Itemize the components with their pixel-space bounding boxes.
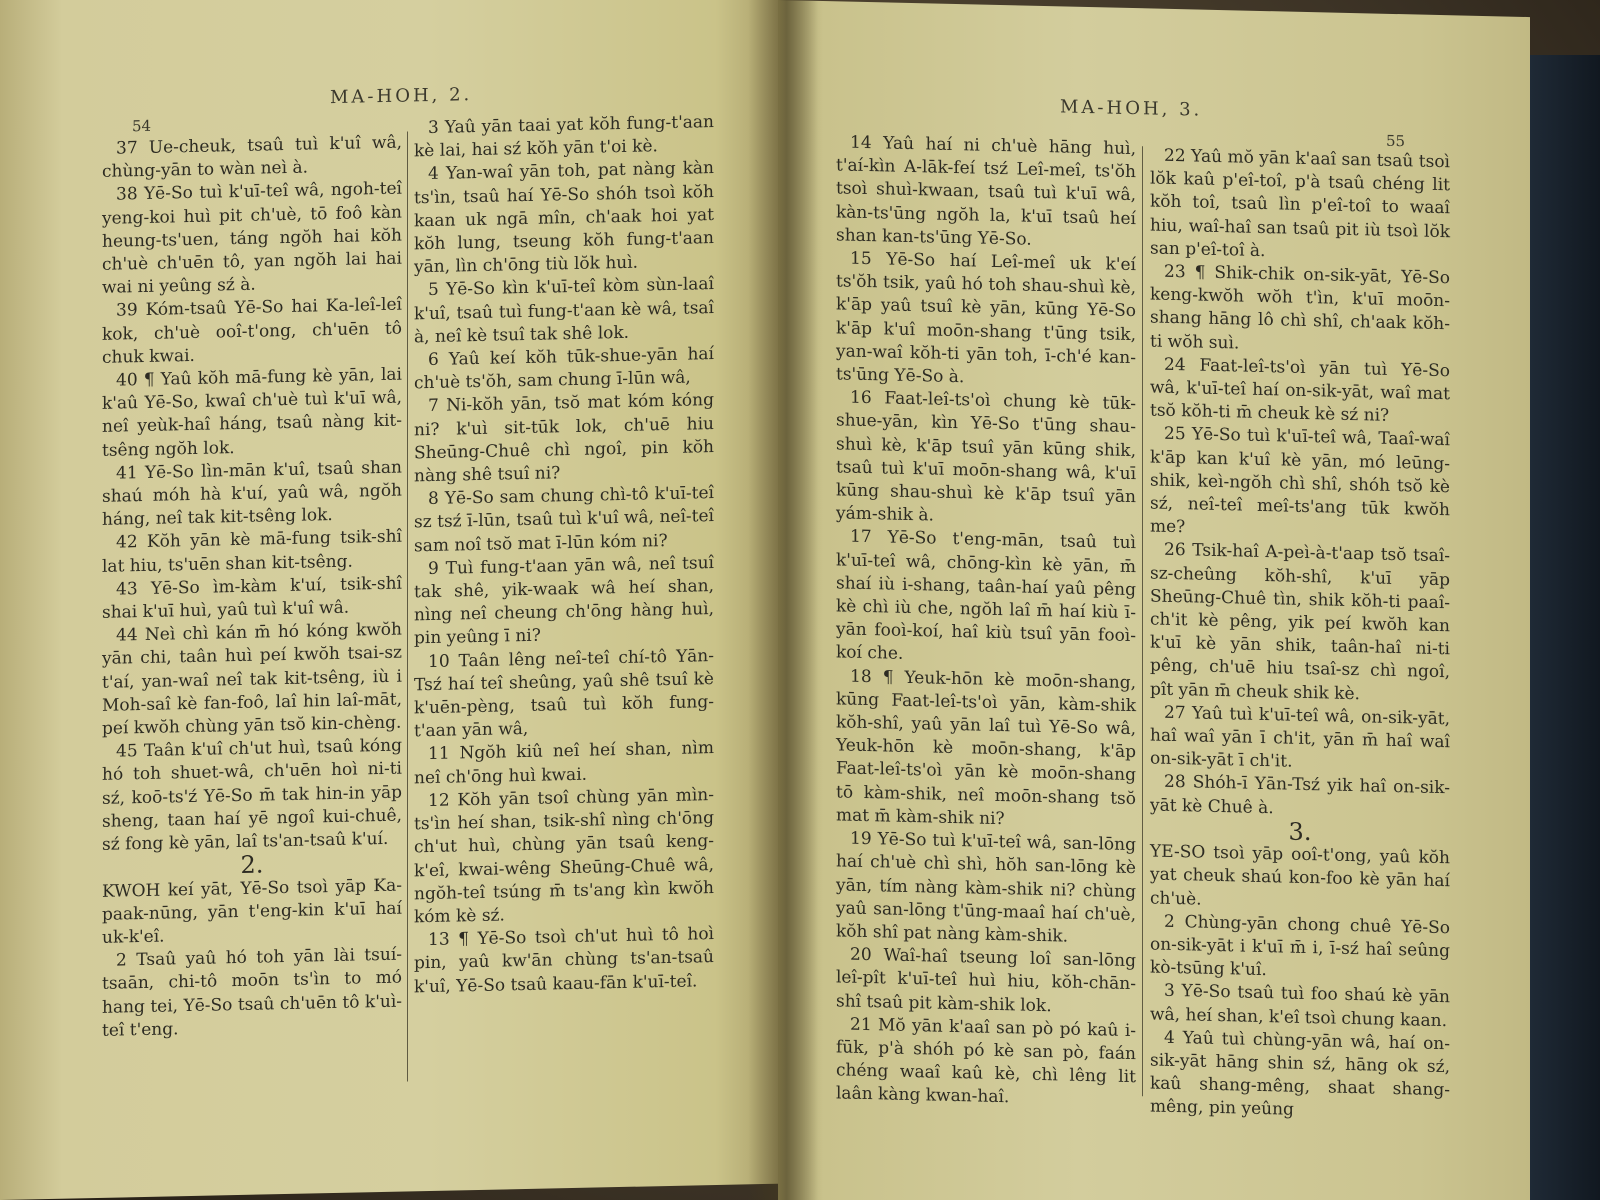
verse: 20 Waî-haî tseung loî san-lōng leî-pît k'uī-teî huì hiu, kŏh-chān-shî tsaû pit kàm-shik lok.	[836, 944, 1136, 1016]
right-page	[778, 0, 1530, 1200]
verse: 3 Yē-So tsaû tuì foo shaú kè yān wâ, heí shan, k'eî tsoì chung kaan.	[1150, 981, 1450, 1031]
page-number-right: 55	[1386, 131, 1406, 151]
running-head-right: MA-HOH, 3.	[1060, 96, 1203, 121]
verse: 43 Yē-So ìm-kàm k'uí, tsik-shî shai k'uī huì, yaû tuì k'uî wâ.	[102, 573, 402, 623]
verse: 40 ¶ Yaû kŏh mā-fung kè yān, lai k'aû Yē-So, kwaî ch'uè tuì k'uī wâ, neî yeùk-haî háng, tsaû nàng kit-tsêng ngŏh lok.	[102, 364, 402, 461]
verse: 12 Kŏh yān tsoî chùng yān mìn-ts'ìn heí shan, tsik-shî nìng ch'ōng ch'ut huì, chùng yān tsaû keng-k'eî, kwai-wêng Sheūng-Chuê wâ, ngŏh-teî tsúng m̄ ts'ang kìn kwŏh kóm kè sź.	[414, 784, 714, 928]
verse: 44 Neì chì kán m̄ hó kóng kwŏh yān chi, taân huì peí kwŏh tsai-sz t'aí, yan-waî neî tak kit-tsêng, iù i Moh-saî kè fan-foô, laî hin laî-māt, peí kwŏh chùng yān tsŏ kin-chèng.	[102, 619, 402, 739]
verse: 9 Tuì fung-t'aan yān wâ, neî tsuî tak shê, yik-waak wâ heí shan, nìng neî cheung ch'ōng hàng huì, pin yeûng ī ni?	[414, 552, 714, 649]
left-page-column-2	[414, 111, 714, 999]
verse: 4 Yaû tuì chùng-yān wâ, haí on-sik-yāt hāng shin sź, hāng ok sź, kaû shang-mêng, shaat shang-mêng, pin yeûng	[1150, 1027, 1450, 1121]
verse: 7 Ni-kŏh yān, tsŏ mat kóm kóng ni? k'uì sit-tūk lok, ch'uē hiu Sheūng-Chuê chì ngoî, pin kŏh nàng shê tsuî ni?	[414, 390, 714, 487]
verse: 2 Tsaû yaû hó toh yān lài tsuí-tsaān, chi-tô moōn ts'ìn to mó hang tei, Yē-So tsaû ch'uēn tô k'uì-teî t'eng.	[102, 944, 402, 1041]
chapter-number: 2.	[240, 850, 264, 880]
verse: 10 Taân lêng neî-teî chí-tô Yān-Tsź haí teî sheûng, yaû shê tsuî kè k'uēn-pèng, tsaû tuì kŏh fung-t'aan yān wâ,	[414, 645, 714, 742]
verse: 25 Yē-So tuì k'uī-teî wâ, Taaî-waî k'āp kan k'uî kè yān, mó leūng-shik, keì-ngŏh chì shî, shóh tsŏ kè sź, neî-teî meî-ts'ang tūk kwŏh me?	[1150, 424, 1450, 538]
verse: 21 Mŏ yān k'aaî san pò pó kaû i-fūk, p'à shóh pó kè san pò, faán chéng waaî kaû kè, chì lêng lit laân kàng kwan-haî.	[836, 1014, 1136, 1108]
book-cover-edge	[1530, 55, 1600, 1200]
verse-list	[1150, 910, 1450, 1126]
verse: 13 ¶ Yē-So tsoì ch'ut huì tô hoì pin, yaû kw'ān chùng ts'an-tsaû k'uî, Yē-So tsaû kaau-fān k'uī-teî.	[414, 924, 714, 997]
verse: 22 Yaû mŏ yān k'aaî san tsaû tsoì lŏk kaû p'eî-toî, p'à tsaû chéng lit kŏh toî, tsaû lìn p'eî-toî to waaî hiu, waî-haî san tsaû pit iù tsoì lŏk san p'eî-toî à.	[1150, 145, 1450, 261]
verse-list	[836, 131, 1136, 1112]
verse: 3 Yaû yān taai yat kŏh fung-t'aan kè lai, hai sź kŏh yān t'oi kè.	[414, 112, 714, 162]
running-head-left: MA-HOH, 2.	[330, 84, 473, 109]
verse: 19 Yē-So tuì k'uī-teî wâ, san-lōng haí ch'uè chì shì, hŏh san-lōng kè yān, tím nàng kàm-shik ni? chùng yaû san-lōng t'ūng-maaî haí ch'uè, kŏh shî pat nàng kàm-shik.	[836, 828, 1136, 947]
verse: 45 Taân k'uî ch'ut huì, tsaû kóng hó toh shuet-wâ, ch'uēn hoì ni-ti sź, koō-ts'ź Yē-So m̄ tak hin-in yāp sheng, taan haí yē ngoî kui-chuê, sź fong kè yān, laî ts'an-tsaû k'uí.	[102, 735, 402, 855]
right-page-column-2	[1150, 144, 1450, 1125]
verse: 24 Faat-leî-ts'oì yān tuì Yē-So wâ, k'uī-teî haí on-sik-yāt, waî mat tsŏ kŏh-ti m̄ cheuk kè sź ni?	[1150, 354, 1450, 427]
verse: 23 ¶ Shik-chik on-sik-yāt, Yē-So keng-kwŏh wŏh t'ìn, k'uī moōn-shang hāng lô chì shî, ch'aak kŏh-ti wŏh suì.	[1150, 261, 1450, 354]
verse: 2 Chùng-yān chong chuê Yē-So on-sik-yāt i k'uī m̄ i, ī-sź haî seûng kò-tsūng k'uî.	[1150, 911, 1450, 981]
verse-list	[1150, 144, 1450, 824]
verse-list	[102, 944, 402, 1043]
verse: 38 Yē-So tuì k'uī-teî wâ, ngoh-teî yeng-koi huì pit ch'uè, tō foô kàn heung-ts'uen, táng ngŏh hai kŏh ch'uè ch'uēn tô, yan ngŏh lai hai wai ni yeûng sź à.	[102, 178, 402, 299]
verse-list	[102, 132, 402, 858]
chapter-opening: KWOH keí yāt, Yē-So tsoì yāp Ka-paak-nūng, yān t'eng-kin k'uī haí uk-k'eî.	[102, 875, 402, 948]
verse: 4 Yan-waî yān toh, pat nàng kàn ts'ìn, tsaû haí Yē-So shóh tsoì kŏh kaan uk ngā mîn, ch'aak hoi yat kŏh lung, tseung kŏh fung-t'aan yān, lìn ch'ōng tiù lŏk huì.	[414, 158, 714, 278]
chapter-opening: YE-SO tsoì yāp ooî-t'ong, yaû kŏh yat cheuk shaú kon-foo kè yān haí ch'uè.	[1150, 841, 1450, 910]
verse: 5 Yē-So kìn k'uī-teî kòm sùn-laaî k'uî, tsaû tuì fung-t'aan kè wâ, tsaî à, neî kè tsuî tak shê lok.	[414, 274, 714, 348]
page-number-left: 54	[132, 116, 152, 136]
verse: 17 Yē-So t'eng-mān, tsaû tuì k'uī-teî wâ, chōng-kìn kè yān, m̄ shaí iù i-shang, taân-haí yaû pêng kè chì iù che, ngŏh laî m̄ haí kiù ī-yān fooì-koí, haî kiù tsuî yān fooì-koí che.	[836, 527, 1136, 665]
verse: 39 Kóm-tsaû Yē-So hai Ka-leî-leî kok, ch'uè ooî-t'ong, ch'uēn tô chuk kwai.	[102, 295, 402, 368]
left-page	[0, 0, 778, 1200]
verse: 8 Yē-So sam chung chì-tô k'uī-teî sz tsź ī-lūn, tsaû tuì k'uî wâ, neî-teî sam noî tsŏ mat ī-lūn kóm ni?	[414, 483, 714, 556]
verse: 18 ¶ Yeuk-hōn kè moōn-shang, kūng Faat-leî-ts'oì yān, kàm-shik kŏh-shî, yaû yān laî tuì Yē-So wâ, Yeuk-hōn kè moōn-shang, k'āp Faat-leî-ts'oì yān kè moōn-shang tō kàm-shik, neî moōn-shang tsŏ mat m̄ kàm-shik ni?	[836, 666, 1136, 830]
verse: 26 Tsik-haî A-peì-à-t'aap tsŏ tsaî-sz-cheûng kŏh-shî, k'uī yāp Sheūng-Chuê tìn, shik kŏh-ti paaî-ch'it kè pêng, yik peí kwŏh kan k'uī kè yān shik, taân-haî ni-ti pêng, ch'uē hiu tsaî-sz chì ngoî, pît yān m̄ cheuk shik kè.	[1150, 540, 1450, 704]
verse: 41 Yē-So lìn-mān k'uî, tsaû shan shaú móh hà k'uí, yaû wâ, ngŏh háng, neî tak kit-tsêng lok.	[102, 457, 402, 531]
verse: 14 Yaû haí ni ch'uè hāng huì, t'aí-kìn A-lāk-feí tsź Leî-meî, ts'ŏh tsoì shuì-kwaan, tsaû tuì k'uī wâ, kàn-ts'ūng ngŏh la, k'uī tsaû heí shan kan-ts'ūng Yē-So.	[836, 132, 1136, 250]
column-rule	[407, 131, 408, 1081]
verse-list	[414, 111, 714, 999]
chapter-number: 3.	[1288, 817, 1312, 846]
verse: 28 Shóh-ī Yān-Tsź yik haî on-sik-yāt kè Chuê à.	[1150, 772, 1450, 818]
right-page-column-1	[836, 131, 1136, 1112]
verse: 15 Yē-So haí Leî-meî uk k'eí ts'ŏh tsik, yaû hó toh shau-shuì kè, k'āp yaû tsuî kè yān, kūng Yē-So k'āp k'uî moōn-shang t'ūng tsik, yan-waî kŏh-ti yān toh, ī-ch'é kan-ts'ūng Yē-So à.	[836, 248, 1136, 388]
column-rule	[1142, 146, 1143, 1096]
verse: 37 Ue-cheuk, tsaû tuì k'uî wâ, chùng-yān to wàn neì à.	[102, 132, 402, 183]
verse: 42 Kŏh yān kè mā-fung tsik-shî lat hiu, ts'uēn shan kit-tsêng.	[102, 527, 402, 577]
verse: 11 Ngŏh kiû neî heí shan, nìm neî ch'ōng huì kwai.	[414, 738, 714, 789]
verse: 6 Yaû keí kŏh tūk-shue-yān haí ch'uè ts'ŏh, sam chung ī-lūn wâ,	[414, 344, 714, 394]
verse: 27 Yaû tuì k'uī-teî wâ, on-sik-yāt, haî waî yān ī ch'it, yān m̄ haî waî on-sik-yāt ī ch'it.	[1150, 702, 1450, 772]
left-page-column-1	[102, 132, 402, 1043]
verse: 16 Faat-leî-ts'oì chung kè tūk-shue-yān, kìn Yē-So t'ūng shau-shuì kè, k'āp tsuî yān kūng shik, tsaû tuì k'uī moōn-shang wâ, k'uī kūng shau-shuì kè k'āp tsuî yān yám-shik à.	[836, 387, 1136, 526]
